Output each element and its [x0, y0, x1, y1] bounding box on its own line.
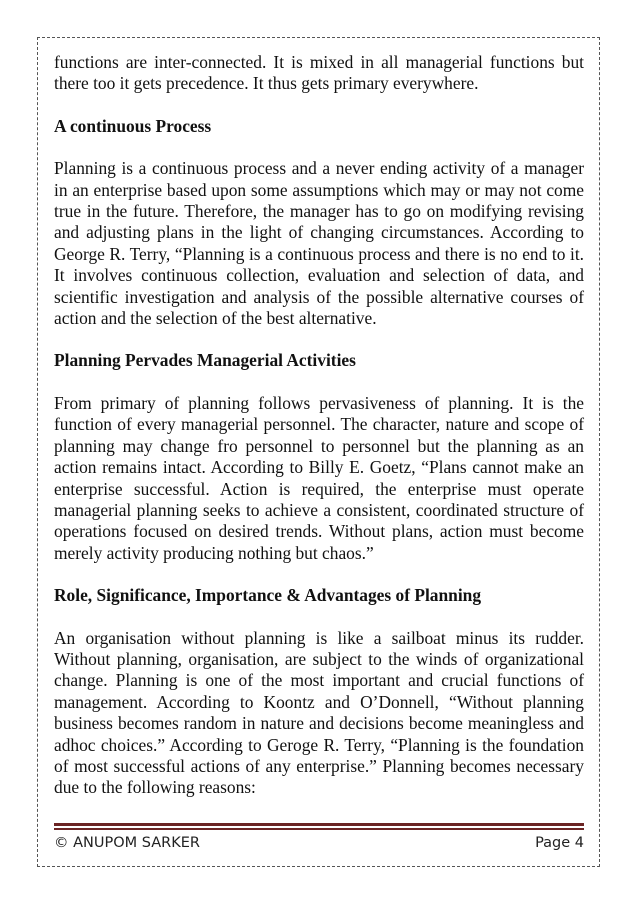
footer-author: © ANUPOM SARKER [54, 835, 200, 851]
paragraph-role-significance: An organisation without planning is like a sailboat minus its rudder. Without planning, organisation, are subject to the winds of organizational change. Planning is one of the most important and crucial functions of management. According to Koontz and O’Donnell, “Without planning business becomes random in nature and decisions become meaningless and adhoc choices.” According to Geroge R. Terry, “Planning is the foundation of most successful actions of any enterprise.” Planning becomes necessary due to the following reasons: [54, 627, 584, 798]
footer-page-number: Page 4 [535, 835, 584, 851]
paragraph-intro: functions are inter-connected. It is mixed in all managerial functions but there too it gets precedence. It thus gets primary everywhere. [54, 52, 584, 94]
paragraph-continuous-process: Planning is a continuous process and a never ending activity of a manager in an enterprise based upon some assumptions which may or may not come true in the future. Therefore, the manager has to go on modifying revising and adjusting plans in the light of changing circumstances. According to George R. Terry, “Planning is a continuous process and there is no end to it. It involves continuous collection, evaluation and selection of data, and scientific investigation and analysis of the possible alternative courses of action and the selection of the best alternative. [54, 158, 584, 329]
page-content [54, 52, 584, 799]
paragraph-planning-pervades: From primary of planning follows pervasiveness of planning. It is the function of every managerial personnel. The character, nature and scope of planning may change fro personnel to personnel but the planning as an action remains intact. According to Billy E. Goetz, “Plans cannot make an enterprise successful. Action is required, the enterprise must operate managerial planning seeks to achieve a consistent, coordinated structure of operations focused on desired trends. Without plans, action must become merely activity producing nothing but chaos.” [54, 392, 584, 563]
footer-rule [54, 823, 584, 831]
heading-role-significance: Role, Significance, Importance & Advantages of Planning [54, 585, 482, 606]
heading-planning-pervades: Planning Pervades Managerial Activities [54, 350, 356, 371]
heading-continuous-process: A continuous Process [54, 115, 212, 136]
